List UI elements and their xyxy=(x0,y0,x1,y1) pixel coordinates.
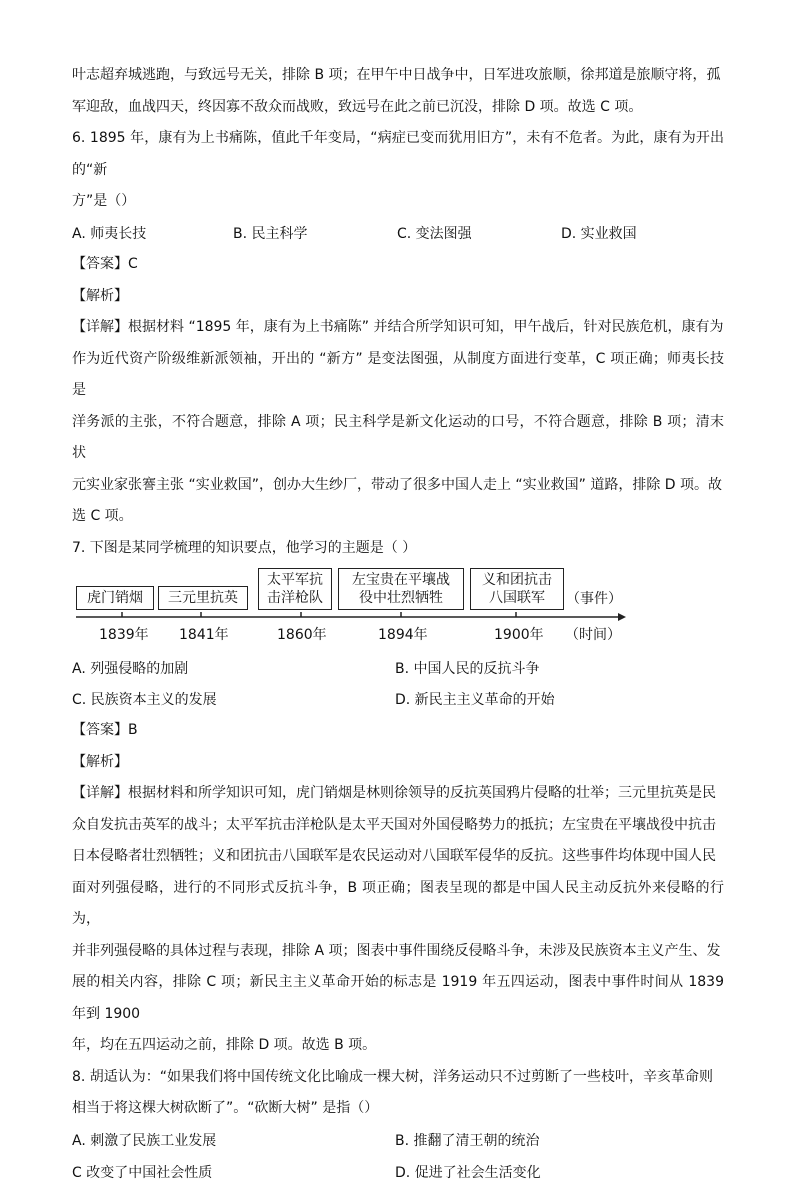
option-d: D. 促进了社会生活变化 xyxy=(395,1164,541,1181)
event-label-line: 役中壮烈牺牲 xyxy=(359,590,443,606)
year-label: 1839年 xyxy=(99,627,149,643)
options-row xyxy=(72,1125,724,1157)
option-c: C. 民族资本主义的发展 xyxy=(72,692,217,709)
option-c: C. 变法图强 xyxy=(397,226,472,243)
option-a: A. 师夷长技 xyxy=(72,226,147,243)
options-row xyxy=(72,684,724,716)
question-stem-line: 相当于将这棵大树砍断了”。“砍断大树” 是指（） xyxy=(72,1100,379,1116)
option-a: A. 刺激了民族工业发展 xyxy=(72,1133,217,1150)
text-line: 军迎敌，血战四天，终因寡不敌众而战败，致远号在此之前已沉没，排除 D 项。故选 C 项。 xyxy=(72,98,643,115)
question-8 xyxy=(72,1062,724,1188)
analysis-line: 洋务派的主张，不符合题意，排除 A 项；民主科学是新文化运动的口号，不符合题意，排除 B 项；清末状 xyxy=(72,413,724,461)
option-b: B. 民主科学 xyxy=(233,226,308,243)
event-box-sanyuanli xyxy=(158,586,248,610)
analysis-line: 并非列强侵略的具体过程与表现，排除 A 项；图表中事件围绕反侵略斗争，未涉及民族资本主义产生、发 xyxy=(72,942,721,959)
analysis-title: 【解析】 xyxy=(72,753,128,770)
analysis-line: 元实业家张謇主张 “实业救国”，创办大生纱厂，带动了很多中国人走上 “实业救国” 道路，排除 D 项。故 xyxy=(72,476,723,493)
event-label: 虎门销烟 xyxy=(87,590,143,606)
event-label-line: 八国联军 xyxy=(489,590,545,606)
year-label: 1841年 xyxy=(179,627,229,643)
analysis-line: 年，均在五四运动之前，排除 D 项。故选 B 项。 xyxy=(72,1037,377,1053)
options-row xyxy=(72,652,724,684)
option-a: A. 列强侵略的加剧 xyxy=(72,660,189,677)
answer-label: 【答案】C xyxy=(72,256,138,272)
event-box-taiping xyxy=(258,568,332,610)
analysis-title: 【解析】 xyxy=(72,287,128,304)
analysis-line: 展的相关内容，排除 C 项；新民主主义革命开始的标志是 1919 年五四运动，图表中事件时间从 1839 年到 1900 xyxy=(72,974,724,1022)
event-label-line: 义和团抗击 xyxy=(482,572,552,588)
event-box-humen xyxy=(76,586,154,610)
options-row xyxy=(72,218,724,250)
question-stem-line: 7. 下图是某同学梳理的知识要点，他学习的主题是（ ） xyxy=(72,539,417,556)
event-box-zuobaogui xyxy=(338,568,464,610)
event-label-line: 左宝贵在平壤战 xyxy=(352,572,450,588)
question-stem-line: 6. 1895 年，康有为上书痛陈，值此千年变局，“病症已变而犹用旧方”，未有不危者。为此，康有为开出的“新 xyxy=(72,130,724,178)
option-d: D. 实业救国 xyxy=(561,226,637,243)
answer-label: 【答案】B xyxy=(72,722,138,738)
event-axis-label: （事件） xyxy=(566,591,622,607)
analysis-line: 【详解】根据材料和所学知识可知，虎门销烟是林则徐领导的反抗英国鸦片侵略的壮举；三元里抗英是民 xyxy=(72,785,716,801)
question-stem-line: 8. 胡适认为：“如果我们将中国传统文化比喻成一棵大树，洋务运动只不过剪断了一些枝叶，辛亥革命则 xyxy=(72,1068,714,1085)
year-label: 1894年 xyxy=(378,627,428,643)
previous-analysis-tail xyxy=(72,60,724,123)
document-page xyxy=(72,60,724,1188)
analysis-line: 面对列强侵略，进行的不同形式反抗斗争，B 项正确；图表呈现的都是中国人民主动反抗外来侵略的行为， xyxy=(72,879,724,927)
analysis-line: 【详解】根据材料 “1895 年，康有为上书痛陈” 并结合所学知识可知，甲午战后，针对民族危机，康有为 xyxy=(72,319,724,335)
year-label: 1860年 xyxy=(277,627,327,643)
option-b: B. 推翻了清王朝的统治 xyxy=(395,1133,540,1150)
event-label-line: 击洋枪队 xyxy=(267,590,323,606)
text-line: 叶志超弃城逃跑，与致远号无关，排除 B 项；在甲午中日战争中，日军进攻旅顺，徐邦道是旅顺守将，孤 xyxy=(72,67,721,83)
event-box-yihetuan xyxy=(470,568,564,610)
option-b: B. 中国人民的反抗斗争 xyxy=(395,660,540,677)
time-axis-label: （时间） xyxy=(565,627,621,643)
event-label: 三元里抗英 xyxy=(168,590,238,606)
analysis-line: 作为近代资产阶级维新派领袖，开出的 “新方” 是变法图强，从制度方面进行变革，C 项正确；师夷长技是 xyxy=(72,350,724,398)
event-timeline xyxy=(72,566,724,646)
event-label-line: 太平军抗 xyxy=(267,572,323,588)
question-6 xyxy=(72,123,724,533)
analysis-line: 众自发抗击英军的战斗；太平军抗击洋枪队是太平天国对外国侵略势力的抵抗；左宝贵在平壤战役中抗击 xyxy=(72,816,716,833)
question-stem-line: 方”是（） xyxy=(72,193,136,209)
analysis-line: 日本侵略者壮烈牺牲；义和团抗击八国联军是农民运动对八国联军侵华的反抗。这些事件均体现中国人民 xyxy=(72,848,716,864)
option-c: C 改变了中国社会性质 xyxy=(72,1164,213,1181)
analysis-line: 选 C 项。 xyxy=(72,508,133,524)
axis-arrowhead xyxy=(618,613,626,621)
option-d: D. 新民主主义革命的开始 xyxy=(395,692,555,709)
question-7 xyxy=(72,533,724,1062)
options-row xyxy=(72,1156,724,1188)
year-label: 1900年 xyxy=(494,627,544,643)
